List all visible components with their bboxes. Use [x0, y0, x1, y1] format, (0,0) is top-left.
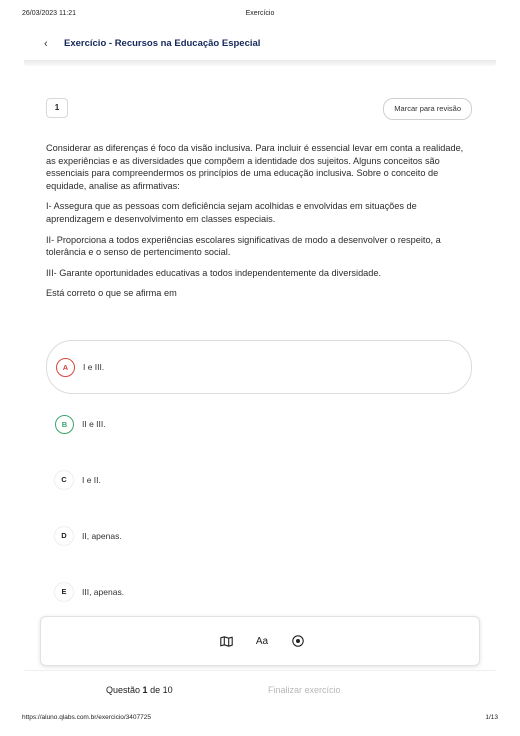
target-icon-graphic [292, 635, 304, 647]
question-statement-1: I- Assegura que as pessoas com deficiência sejam acolhidas e envolvidas em situações de aprendizagem e desenvolvimento em classes especiais. [46, 201, 417, 224]
back-chevron-icon[interactable]: ‹ [44, 38, 48, 50]
question-statement-3: III- Garante oportunidades educativas a todos independentemente da diversidade. [46, 267, 382, 278]
option-letter-b: B [55, 415, 74, 434]
option-text-d: II, apenas. [82, 531, 122, 541]
counter-current: 1 [142, 685, 148, 695]
question-paragraph-intro: Considerar as diferenças é foco da visão inclusiva. Para incluir é essencial levar em conta a realidade, as experiências e as diversidades que compõem a identidade dos sujeitos. Alguns conceitos são essenciais para compreendermos os princípios de uma educação inclusiva. Sobre o conceito de equidade, analise as afirmativas: [46, 143, 464, 191]
option-letter-c: C [55, 471, 73, 489]
print-header [22, 10, 498, 22]
question-card [24, 66, 496, 666]
option-c[interactable] [46, 454, 472, 506]
target-icon[interactable] [287, 631, 309, 651]
question-counter [106, 685, 173, 695]
print-date: 26/03/2023 11:21 [22, 10, 76, 17]
top-bar [24, 34, 496, 60]
finish-exercise-button[interactable]: Finalizar exercício [268, 685, 341, 695]
option-text-b: II e III. [82, 419, 106, 429]
answer-options [46, 340, 472, 622]
mark-for-review-button[interactable]: Marcar para revisão [383, 98, 472, 120]
map-icon-graphic [220, 636, 233, 647]
print-page-count: 1/13 [485, 714, 498, 721]
option-b[interactable] [46, 398, 472, 450]
bottom-toolbar [40, 616, 480, 666]
bottom-bar [24, 670, 496, 711]
option-letter-a: A [56, 358, 75, 377]
option-text-a: I e III. [83, 362, 105, 372]
print-url: https://aluno.qlabs.com.br/exercicio/3407725 [22, 714, 151, 721]
question-number-badge: 1 [46, 98, 68, 118]
print-title: Exercício [245, 10, 275, 17]
map-icon[interactable] [215, 631, 237, 651]
option-letter-e: E [55, 583, 73, 601]
font-size-icon[interactable]: Aa [255, 635, 269, 647]
option-e[interactable] [46, 566, 472, 618]
option-a[interactable] [46, 340, 472, 394]
question-statement-2: II- Proporciona a todos experiências escolares significativas de modo a desenvolver o respeito, a tolerância e o senso de pertencimento social. [46, 234, 441, 258]
option-d[interactable] [46, 510, 472, 562]
question-text [46, 142, 474, 308]
option-text-e: III, apenas. [82, 587, 125, 597]
option-letter-d: D [55, 527, 73, 545]
question-prompt: Está correto o que se afirma em [46, 288, 177, 299]
counter-prefix: Questão [106, 685, 141, 695]
option-text-c: I e II. [82, 475, 101, 485]
page-title: Exercício - Recursos na Educação Especial [64, 38, 261, 49]
counter-suffix: de 10 [150, 685, 173, 695]
